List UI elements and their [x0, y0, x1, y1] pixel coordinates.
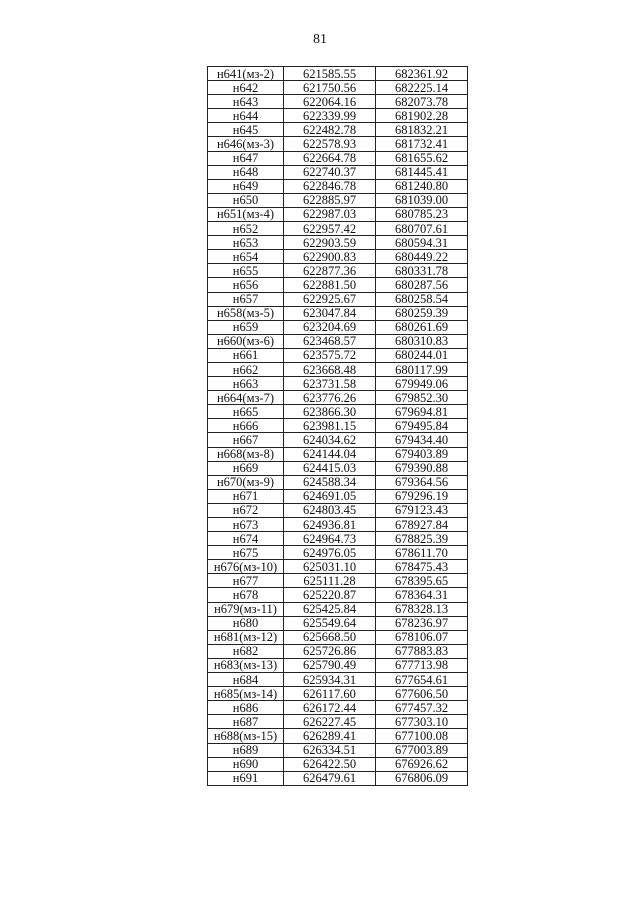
y-coordinate-cell: 681902.28 — [376, 109, 468, 123]
table-row — [208, 574, 468, 588]
table-row — [208, 715, 468, 729]
table-row — [208, 447, 468, 461]
x-coordinate-cell: 624976.05 — [284, 546, 376, 560]
point-id-cell: н669 — [208, 461, 284, 475]
point-id-cell: н675 — [208, 546, 284, 560]
x-coordinate-cell: 622339.99 — [284, 109, 376, 123]
x-coordinate-cell: 624691.05 — [284, 489, 376, 503]
y-coordinate-cell: 678106.07 — [376, 630, 468, 644]
y-coordinate-cell: 680287.56 — [376, 278, 468, 292]
table-row — [208, 377, 468, 391]
point-id-cell: н659 — [208, 320, 284, 334]
y-coordinate-cell: 680331.78 — [376, 264, 468, 278]
y-coordinate-cell: 679852.30 — [376, 391, 468, 405]
table-row — [208, 165, 468, 179]
y-coordinate-cell: 681039.00 — [376, 193, 468, 207]
point-id-cell: н661 — [208, 348, 284, 362]
table-row — [208, 405, 468, 419]
x-coordinate-cell: 622877.36 — [284, 264, 376, 278]
table-row — [208, 602, 468, 616]
point-id-cell: н681(мз-12) — [208, 630, 284, 644]
point-id-cell: н670(мз-9) — [208, 475, 284, 489]
x-coordinate-cell: 626289.41 — [284, 729, 376, 743]
x-coordinate-cell: 626117.60 — [284, 687, 376, 701]
y-coordinate-cell: 676926.62 — [376, 757, 468, 771]
table-row — [208, 334, 468, 348]
y-coordinate-cell: 679694.81 — [376, 405, 468, 419]
point-id-cell: н687 — [208, 715, 284, 729]
x-coordinate-cell: 622740.37 — [284, 165, 376, 179]
x-coordinate-cell: 622903.59 — [284, 236, 376, 250]
table-row — [208, 67, 468, 81]
point-id-cell: н682 — [208, 644, 284, 658]
table-row — [208, 137, 468, 151]
x-coordinate-cell: 623468.57 — [284, 334, 376, 348]
x-coordinate-cell: 621750.56 — [284, 81, 376, 95]
y-coordinate-cell: 679364.56 — [376, 475, 468, 489]
y-coordinate-cell: 679495.84 — [376, 419, 468, 433]
y-coordinate-cell: 678475.43 — [376, 560, 468, 574]
coordinates-table-body — [208, 67, 468, 786]
table-row — [208, 207, 468, 221]
y-coordinate-cell: 679390.88 — [376, 461, 468, 475]
y-coordinate-cell: 677606.50 — [376, 687, 468, 701]
point-id-cell: н646(мз-3) — [208, 137, 284, 151]
x-coordinate-cell: 623866.30 — [284, 405, 376, 419]
point-id-cell: н678 — [208, 588, 284, 602]
y-coordinate-cell: 680310.83 — [376, 334, 468, 348]
table-row — [208, 518, 468, 532]
table-row — [208, 503, 468, 517]
table-row — [208, 193, 468, 207]
x-coordinate-cell: 622957.42 — [284, 222, 376, 236]
table-row — [208, 151, 468, 165]
point-id-cell: н648 — [208, 165, 284, 179]
point-id-cell: н668(мз-8) — [208, 447, 284, 461]
table-row — [208, 630, 468, 644]
table-row — [208, 673, 468, 687]
page-number: 81 — [313, 32, 327, 47]
y-coordinate-cell: 679403.89 — [376, 447, 468, 461]
x-coordinate-cell: 622846.78 — [284, 179, 376, 193]
y-coordinate-cell: 679123.43 — [376, 503, 468, 517]
point-id-cell: н666 — [208, 419, 284, 433]
point-id-cell: н641(мз-2) — [208, 67, 284, 81]
x-coordinate-cell: 626172.44 — [284, 701, 376, 715]
y-coordinate-cell: 676806.09 — [376, 771, 468, 785]
x-coordinate-cell: 623731.58 — [284, 377, 376, 391]
table-row — [208, 179, 468, 193]
table-row — [208, 320, 468, 334]
table-row — [208, 560, 468, 574]
table-row — [208, 250, 468, 264]
table-row — [208, 588, 468, 602]
point-id-cell: н690 — [208, 757, 284, 771]
table-row — [208, 362, 468, 376]
point-id-cell: н658(мз-5) — [208, 306, 284, 320]
x-coordinate-cell: 624144.04 — [284, 447, 376, 461]
point-id-cell: н673 — [208, 518, 284, 532]
y-coordinate-cell: 681655.62 — [376, 151, 468, 165]
point-id-cell: н671 — [208, 489, 284, 503]
y-coordinate-cell: 680594.31 — [376, 236, 468, 250]
x-coordinate-cell: 622900.83 — [284, 250, 376, 264]
x-coordinate-cell: 621585.55 — [284, 67, 376, 81]
point-id-cell: н672 — [208, 503, 284, 517]
y-coordinate-cell: 678927.84 — [376, 518, 468, 532]
table-row — [208, 546, 468, 560]
table-row — [208, 687, 468, 701]
x-coordinate-cell: 622578.93 — [284, 137, 376, 151]
point-id-cell: н652 — [208, 222, 284, 236]
x-coordinate-cell: 625934.31 — [284, 673, 376, 687]
x-coordinate-cell: 623047.84 — [284, 306, 376, 320]
point-id-cell: н662 — [208, 362, 284, 376]
y-coordinate-cell: 680117.99 — [376, 362, 468, 376]
y-coordinate-cell: 677883.83 — [376, 644, 468, 658]
table-row — [208, 729, 468, 743]
y-coordinate-cell: 682361.92 — [376, 67, 468, 81]
table-row — [208, 658, 468, 672]
point-id-cell: н644 — [208, 109, 284, 123]
x-coordinate-cell: 625220.87 — [284, 588, 376, 602]
table-row — [208, 616, 468, 630]
x-coordinate-cell: 625549.64 — [284, 616, 376, 630]
point-id-cell: н642 — [208, 81, 284, 95]
table-row — [208, 306, 468, 320]
x-coordinate-cell: 623776.26 — [284, 391, 376, 405]
y-coordinate-cell: 677003.89 — [376, 743, 468, 757]
point-id-cell: н691 — [208, 771, 284, 785]
x-coordinate-cell: 624034.62 — [284, 433, 376, 447]
y-coordinate-cell: 680785.23 — [376, 207, 468, 221]
point-id-cell: н685(мз-14) — [208, 687, 284, 701]
point-id-cell: н683(мз-13) — [208, 658, 284, 672]
x-coordinate-cell: 624415.03 — [284, 461, 376, 475]
x-coordinate-cell: 624964.73 — [284, 532, 376, 546]
x-coordinate-cell: 624936.81 — [284, 518, 376, 532]
x-coordinate-cell: 623668.48 — [284, 362, 376, 376]
table-row — [208, 264, 468, 278]
y-coordinate-cell: 677654.61 — [376, 673, 468, 687]
table-row — [208, 489, 468, 503]
point-id-cell: н655 — [208, 264, 284, 278]
point-id-cell: н660(мз-6) — [208, 334, 284, 348]
x-coordinate-cell: 624588.34 — [284, 475, 376, 489]
point-id-cell: н684 — [208, 673, 284, 687]
y-coordinate-cell: 677303.10 — [376, 715, 468, 729]
x-coordinate-cell: 622881.50 — [284, 278, 376, 292]
table-row — [208, 81, 468, 95]
table-row — [208, 743, 468, 757]
point-id-cell: н654 — [208, 250, 284, 264]
point-id-cell: н656 — [208, 278, 284, 292]
y-coordinate-cell: 681445.41 — [376, 165, 468, 179]
table-row — [208, 433, 468, 447]
table-row — [208, 757, 468, 771]
table-row — [208, 391, 468, 405]
point-id-cell: н679(мз-11) — [208, 602, 284, 616]
table-row — [208, 278, 468, 292]
x-coordinate-cell: 623204.69 — [284, 320, 376, 334]
table-row — [208, 419, 468, 433]
table-row — [208, 123, 468, 137]
x-coordinate-cell: 625790.49 — [284, 658, 376, 672]
y-coordinate-cell: 678395.65 — [376, 574, 468, 588]
table-row — [208, 95, 468, 109]
y-coordinate-cell: 682073.78 — [376, 95, 468, 109]
y-coordinate-cell: 678364.31 — [376, 588, 468, 602]
y-coordinate-cell: 680259.39 — [376, 306, 468, 320]
table-row — [208, 701, 468, 715]
table-row — [208, 475, 468, 489]
y-coordinate-cell: 681832.21 — [376, 123, 468, 137]
x-coordinate-cell: 622482.78 — [284, 123, 376, 137]
x-coordinate-cell: 622664.78 — [284, 151, 376, 165]
point-id-cell: н665 — [208, 405, 284, 419]
table-row — [208, 236, 468, 250]
point-id-cell: н657 — [208, 292, 284, 306]
x-coordinate-cell: 626422.50 — [284, 757, 376, 771]
y-coordinate-cell: 680244.01 — [376, 348, 468, 362]
x-coordinate-cell: 626227.45 — [284, 715, 376, 729]
y-coordinate-cell: 681240.80 — [376, 179, 468, 193]
point-id-cell: н663 — [208, 377, 284, 391]
y-coordinate-cell: 678328.13 — [376, 602, 468, 616]
y-coordinate-cell: 679949.06 — [376, 377, 468, 391]
x-coordinate-cell: 622987.03 — [284, 207, 376, 221]
table-row — [208, 292, 468, 306]
table-row — [208, 109, 468, 123]
point-id-cell: н645 — [208, 123, 284, 137]
x-coordinate-cell: 623575.72 — [284, 348, 376, 362]
point-id-cell: н688(мз-15) — [208, 729, 284, 743]
y-coordinate-cell: 679434.40 — [376, 433, 468, 447]
table-row — [208, 532, 468, 546]
x-coordinate-cell: 624803.45 — [284, 503, 376, 517]
table-row — [208, 461, 468, 475]
point-id-cell: н680 — [208, 616, 284, 630]
y-coordinate-cell: 681732.41 — [376, 137, 468, 151]
y-coordinate-cell: 680261.69 — [376, 320, 468, 334]
point-id-cell: н686 — [208, 701, 284, 715]
y-coordinate-cell: 678611.70 — [376, 546, 468, 560]
point-id-cell: н651(мз-4) — [208, 207, 284, 221]
table-row — [208, 348, 468, 362]
x-coordinate-cell: 626334.51 — [284, 743, 376, 757]
y-coordinate-cell: 680449.22 — [376, 250, 468, 264]
x-coordinate-cell: 625668.50 — [284, 630, 376, 644]
y-coordinate-cell: 677100.08 — [376, 729, 468, 743]
y-coordinate-cell: 677457.32 — [376, 701, 468, 715]
point-id-cell: н676(мз-10) — [208, 560, 284, 574]
x-coordinate-cell: 625031.10 — [284, 560, 376, 574]
x-coordinate-cell: 626479.61 — [284, 771, 376, 785]
point-id-cell: н653 — [208, 236, 284, 250]
x-coordinate-cell: 625111.28 — [284, 574, 376, 588]
coordinates-table — [207, 66, 468, 786]
x-coordinate-cell: 623981.15 — [284, 419, 376, 433]
y-coordinate-cell: 682225.14 — [376, 81, 468, 95]
y-coordinate-cell: 678236.97 — [376, 616, 468, 630]
x-coordinate-cell: 622064.16 — [284, 95, 376, 109]
x-coordinate-cell: 622885.97 — [284, 193, 376, 207]
point-id-cell: н689 — [208, 743, 284, 757]
y-coordinate-cell: 679296.19 — [376, 489, 468, 503]
y-coordinate-cell: 677713.98 — [376, 658, 468, 672]
point-id-cell: н647 — [208, 151, 284, 165]
point-id-cell: н664(мз-7) — [208, 391, 284, 405]
y-coordinate-cell: 680707.61 — [376, 222, 468, 236]
point-id-cell: н677 — [208, 574, 284, 588]
point-id-cell: н643 — [208, 95, 284, 109]
point-id-cell: н649 — [208, 179, 284, 193]
point-id-cell: н667 — [208, 433, 284, 447]
x-coordinate-cell: 622925.67 — [284, 292, 376, 306]
point-id-cell: н650 — [208, 193, 284, 207]
y-coordinate-cell: 678825.39 — [376, 532, 468, 546]
point-id-cell: н674 — [208, 532, 284, 546]
x-coordinate-cell: 625425.84 — [284, 602, 376, 616]
table-row — [208, 771, 468, 785]
x-coordinate-cell: 625726.86 — [284, 644, 376, 658]
table-row — [208, 222, 468, 236]
table-row — [208, 644, 468, 658]
y-coordinate-cell: 680258.54 — [376, 292, 468, 306]
